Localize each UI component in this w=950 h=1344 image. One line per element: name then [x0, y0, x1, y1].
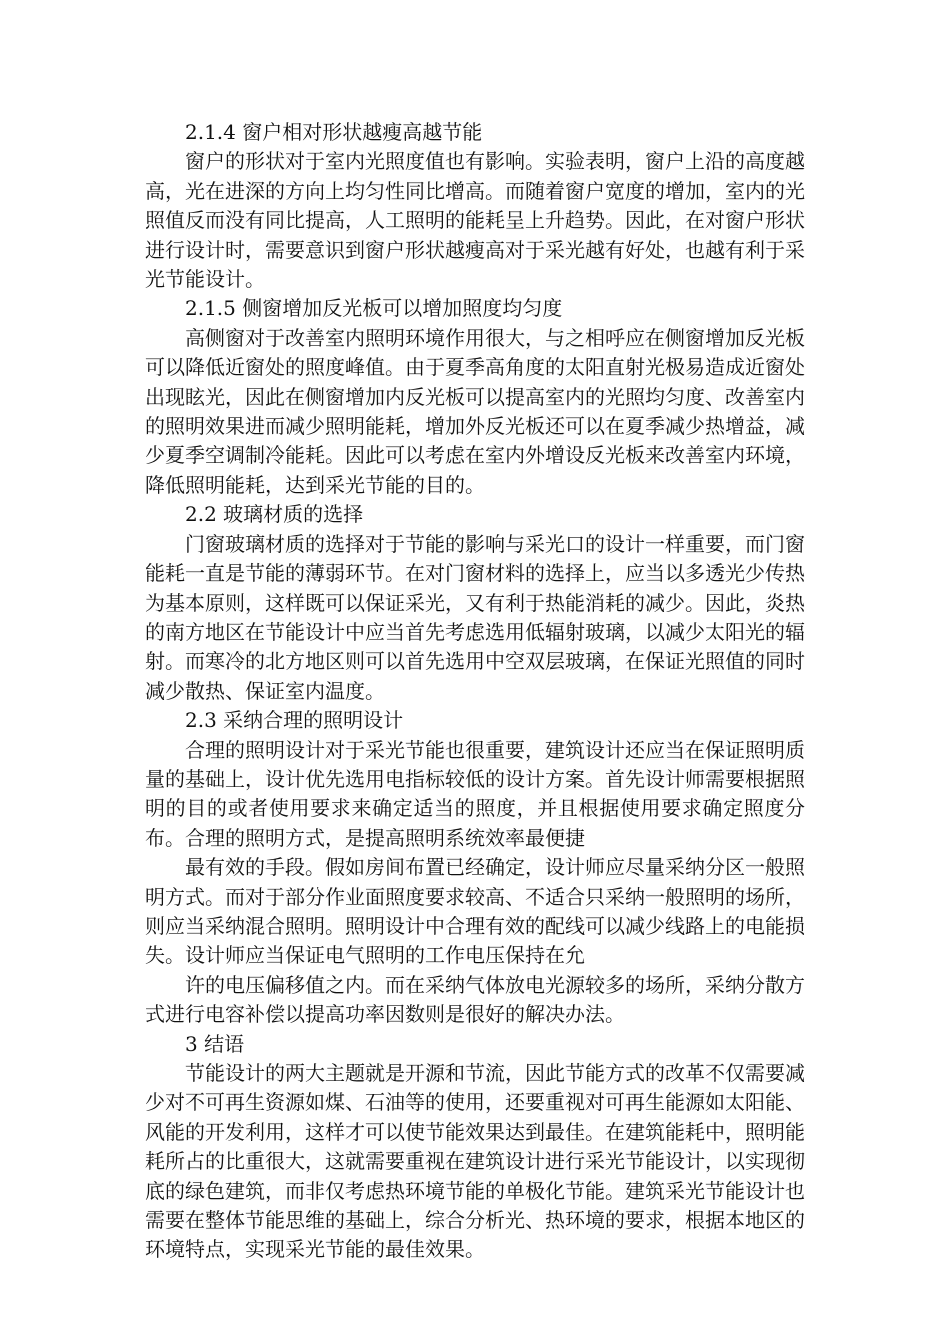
section-heading-2-3: 2.3 采纳合理的照明设计 — [185, 708, 404, 733]
paragraph-2-3-c: 许的电压偏移值之内。而在采纳气体放电光源较多的场所，采纳分散方式进行电容补偿以提高功率因数则是很好的解决办法。 — [145, 972, 805, 1027]
paragraph-2-2: 门窗玻璃材质的选择对于节能的影响与采光口的设计一样重要，而门窗能耗一直是节能的薄弱环节。在对门窗材料的选择上，应当以多透光少传热为基本原则，这样既可以保证采光，又有利于热能消耗的减少。因此，炎热的南方地区在节能设计中应当首先考虑选用低辐射玻璃，以减少太阳光的辐射。而寒冷的北方地区则可以首先选用中空双层玻璃，在保证光照值的同时减少散热、保证室内温度。 — [145, 531, 805, 703]
section-heading-3: 3 结语 — [185, 1031, 245, 1056]
paragraph-2-3-a: 合理的照明设计对于采光节能也很重要，建筑设计还应当在保证照明质量的基础上，设计优先选用电指标较低的设计方案。首先设计师需要根据照明的目的或者使用要求来确定适当的照度，并且根据使用要求确定照度分布。合理的照明方式，是提高照明系统效率最便捷 — [145, 737, 805, 850]
paragraph-3: 节能设计的两大主题就是开源和节流，因此节能方式的改革不仅需要减少对不可再生资源如煤、石油等的使用，还要重视对可再生能源如太阳能、风能的开发利用，这样才可以使节能效果达到最佳。在建筑能耗中，照明能耗所占的比重很大，这就需要重视在建筑设计进行采光节能设计，以实现彻底的绿色建筑，而非仅考虑热环境节能的单极化节能。建筑采光节能设计也需要在整体节能思维的基础上，综合分析光、热环境的要求，根据本地区的环境特点，实现采光节能的最佳效果。 — [145, 1061, 805, 1262]
paragraph-2-1-5: 高侧窗对于改善室内照明环境作用很大，与之相呼应在侧窗增加反光板可以降低近窗处的照度峰值。由于夏季高角度的太阳直射光极易造成近窗处出现眩光，因此在侧窗增加内反光板可以提高室内的光照均匀度、改善室内的照明效果进而减少照明能耗，增加外反光板还可以在夏季减少热增益，减少夏季空调制冷能耗。因此可以考虑在室内外增设反光板来改善室内环境，降低照明能耗，达到采光节能的目的。 — [145, 325, 805, 497]
section-heading-2-1-5: 2.1.5 侧窗增加反光板可以增加照度均匀度 — [185, 296, 563, 321]
section-heading-2-2: 2.2 玻璃材质的选择 — [185, 502, 364, 527]
paragraph-2-3-b: 最有效的手段。假如房间布置已经确定，设计师应尽量采纳分区一般照明方式。而对于部分作业面照度要求较高、不适合只采纳一般照明的场所，则应当采纳混合照明。照明设计中合理有效的配线可以减少线路上的电能损失。设计师应当保证电气照明的工作电压保持在允 — [145, 855, 805, 968]
paragraph-2-1-4: 窗户的形状对于室内光照度值也有影响。实验表明，窗户上沿的高度越高，光在进深的方向上均匀性同比增高。而随着窗户宽度的增加，室内的光照值反而没有同比提高，人工照明的能耗呈上升趋势。因此，在对窗户形状进行设计时，需要意识到窗户形状越瘦高对于采光越有好处，也越有利于采光节能设计。 — [145, 149, 805, 292]
document-page — [145, 118, 805, 1265]
section-heading-2-1-4: 2.1.4 窗户相对形状越瘦高越节能 — [185, 120, 483, 144]
